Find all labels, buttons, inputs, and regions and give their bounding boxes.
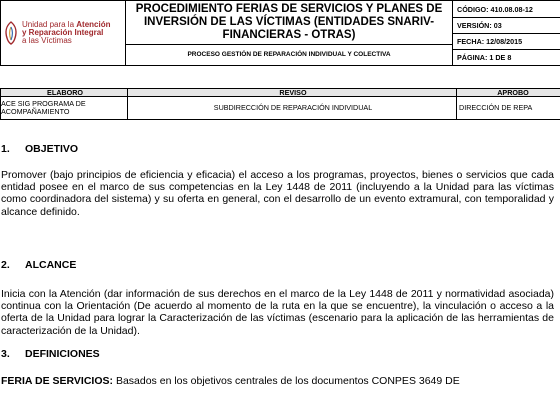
title-cell [126, 1, 453, 66]
elaboro-value: ACE SIG PROGRAMA DE ACOMPAÑAMIENTO [1, 97, 128, 120]
aprobo-label: APROBO [457, 89, 560, 97]
alcance-text: Inicia con la Atención (dar información de sus derechos en el marco de la Ley 1448 de 2011 y normatividad asociada) continua con la Orientación (De acuerdo al momento de la ruta en la que se encuentre), la vinculación o acceso a la oferta de la Unidad para lograr la Caracterización de las víctimas (escenario para la aplicación de las herramientas de caracterización de la Unidad). [1, 288, 554, 337]
logo-cell [1, 1, 126, 66]
aprobo-value: DIRECCIÓN DE REPA [457, 97, 560, 120]
document-title: PROCEDIMIENTO FERIAS DE SERVICIOS Y PLANES DE INVERSIÓN DE LAS VÍCTIMAS (ENTIDADES SNARIV-FINANCIERAS - OTRAS) [135, 3, 443, 41]
reviso-value: SUBDIRECCIÓN DE REPARACIÓN INDIVIDUAL [128, 97, 457, 120]
section-heading-definiciones: 3. DEFINICIONES [1, 348, 100, 360]
definicion-feria-servicios: FERIA DE SERVICIOS: Basados en los objetivos centrales de los documentos CONPES 3649 DE [1, 375, 460, 387]
process-name: PROCESO GESTIÓN DE REPARACIÓN INDIVIDUAL Y COLECTIVA [126, 44, 452, 64]
pagina-field: PÁGINA: 1 DE 8 [453, 50, 560, 66]
signature-table [0, 88, 560, 120]
logo-text: Unidad para la Atención y Reparación Integral a las Víctimas [22, 20, 111, 45]
objetivo-text: Promover (bajo principios de eficiencia y eficacia) el acceso a los programas, proyectos, bienes o servicios que cada entidad posee en el marco de sus competencias en la Ley 1448 de 2011 (incluyendo a la Unidad para las víctimas como coordinadora del sistema) y su oferta en general, con el desarrollo de un evento extramural, con temporalidad y alcance definido. [1, 169, 554, 218]
version-field: VERSIÓN: 03 [453, 18, 560, 34]
unidad-victimas-logo-icon [3, 20, 19, 46]
document-header-table [0, 0, 560, 66]
section-heading-objetivo: 1. OBJETIVO [1, 143, 79, 155]
fecha-field: FECHA: 12/08/2015 [453, 34, 560, 50]
codigo-field: CÓDIGO: 410.08.08-12 [453, 1, 560, 18]
section-heading-alcance: 2. ALCANCE [1, 259, 77, 271]
reviso-label: REVISO [128, 89, 457, 97]
elaboro-label: ELABORO [1, 89, 128, 97]
